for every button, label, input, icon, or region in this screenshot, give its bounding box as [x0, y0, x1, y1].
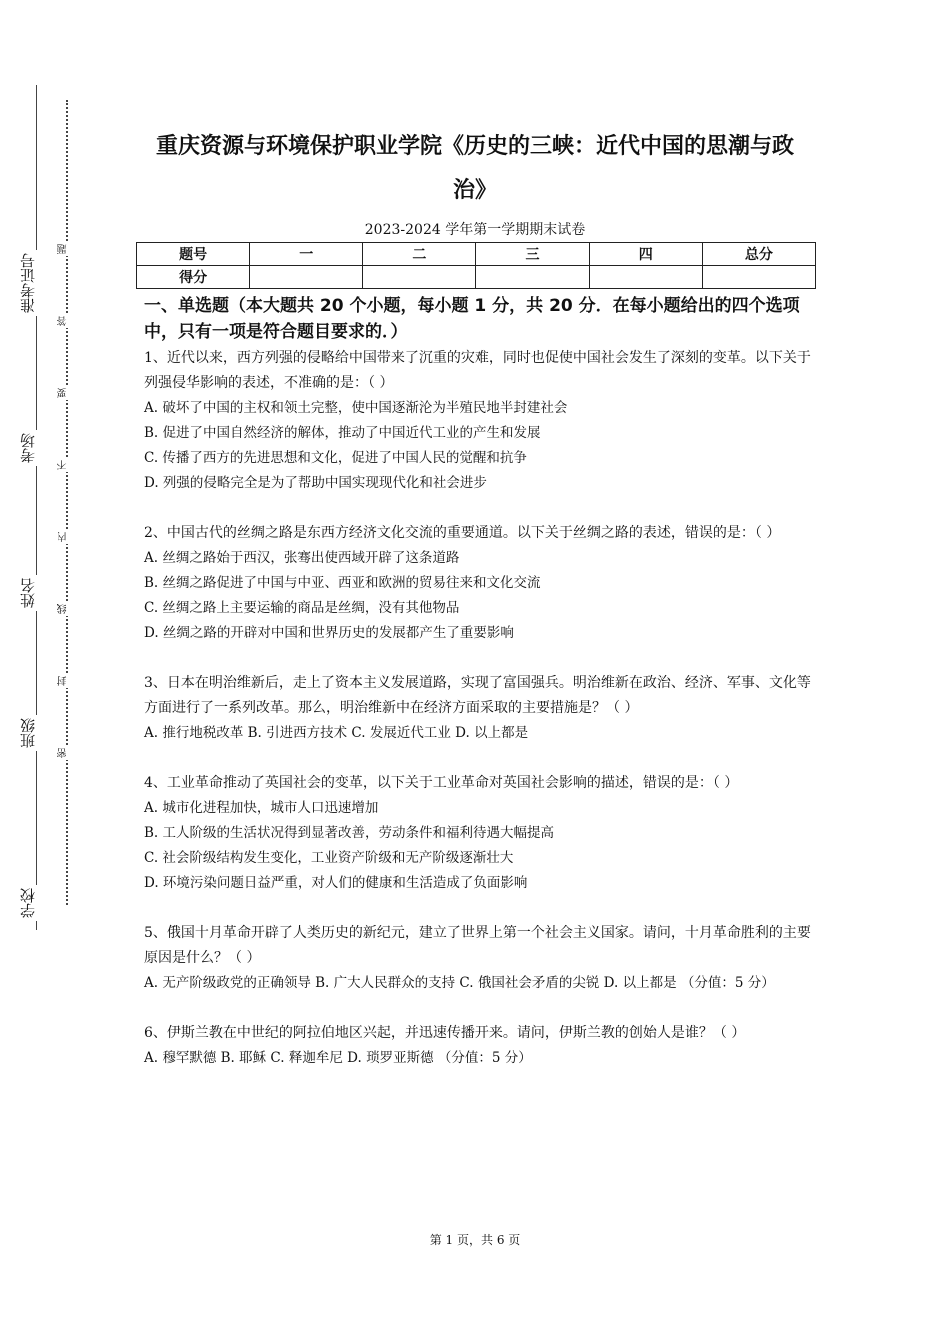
- option-line: A. 推行地税改革 B. 引进西方技术 C. 发展近代工业 D. 以上都是: [144, 725, 529, 741]
- score-header-row: [137, 243, 816, 266]
- seal-char: 答: [58, 314, 74, 328]
- option-line: A. 穆罕默德 B. 耶稣 C. 释迦牟尼 D. 琐罗亚斯德 （分值：5 分）: [144, 1050, 532, 1066]
- score-entry-cell: [476, 266, 589, 289]
- score-cell: 三: [476, 243, 589, 266]
- option-c: C. 丝绸之路上主要运输的商品是丝绸，没有其他物品: [144, 600, 460, 616]
- question-stem: 1、近代以来，西方列强的侵略给中国带来了沉重的灾难，同时也促使中国社会发生了深刻的变革。以下关于列强侵华影响的表述，不准确的是：（ ）: [144, 350, 811, 391]
- question-stem: 6、伊斯兰教在中世纪的阿拉伯地区兴起，并迅速传播开来。请问，伊斯兰教的创始人是谁？（ ）: [144, 1025, 746, 1041]
- option-a: A. 破坏了中国的主权和领土完整，使中国逐渐沦为半殖民地半封建社会: [144, 400, 568, 416]
- option-d: D. 环境污染问题日益严重，对人们的健康和生活造成了负面影响: [144, 875, 528, 891]
- score-cell: 题号: [137, 243, 250, 266]
- question-1: [144, 346, 816, 496]
- label-exam-number: 准考证号: [20, 250, 42, 316]
- question-3: [144, 671, 816, 746]
- seal-char: 密: [58, 746, 74, 760]
- question-stem: 2、中国古代的丝绸之路是东西方经济文化交流的重要通道。以下关于丝绸之路的表述，错误的是：（ ）: [144, 525, 781, 541]
- page-subtitle: 2023-2024 学年第一学期期末试卷: [364, 222, 586, 238]
- binding-dotted-line: [66, 100, 68, 905]
- score-entry-cell: [363, 266, 476, 289]
- label-class: 班级: [20, 715, 42, 751]
- score-cell: 总分: [702, 243, 815, 266]
- option-d: D. 列强的侵略完全是为了帮助中国实现现代化和社会进步: [144, 475, 487, 491]
- question-section: [144, 293, 816, 1096]
- score-entry-cell: [589, 266, 702, 289]
- score-table: [136, 242, 816, 289]
- binding-solid-line: [36, 85, 37, 930]
- seal-char: 线: [58, 602, 74, 616]
- label-school: 学校: [20, 885, 42, 921]
- binding-margin: [0, 0, 110, 1344]
- option-b: B. 工人阶级的生活状况得到显著改善，劳动条件和福利待遇大幅提高: [144, 825, 555, 841]
- label-name: 姓名: [20, 575, 42, 611]
- option-a: A. 城市化进程加快，城市人口迅速增加: [144, 800, 379, 816]
- option-b: B. 促进了中国自然经济的解体，推动了中国近代工业的产生和发展: [144, 425, 541, 441]
- score-cell: 二: [363, 243, 476, 266]
- seal-char: 题: [58, 242, 74, 256]
- option-b: B. 丝绸之路促进了中国与中亚、西亚和欧洲的贸易往来和文化交流: [144, 575, 541, 591]
- question-2: [144, 521, 816, 646]
- label-exam-room: 考场: [20, 430, 42, 466]
- seal-char: 封: [58, 674, 74, 688]
- question-stem: 4、工业革命推动了英国社会的变革，以下关于工业革命对英国社会影响的描述，错误的是：（ ）: [144, 775, 739, 791]
- option-d: D. 丝绸之路的开辟对中国和世界历史的发展都产生了重要影响: [144, 625, 514, 641]
- question-6: [144, 1021, 816, 1071]
- score-cell: 四: [589, 243, 702, 266]
- question-stem: 5、俄国十月革命开辟了人类历史的新纪元，建立了世界上第一个社会主义国家。请问，十月革命胜利的主要原因是什么？（ ）: [144, 925, 811, 966]
- score-value-row: [137, 266, 816, 289]
- option-a: A. 丝绸之路始于西汉，张骞出使西域开辟了这条道路: [144, 550, 460, 566]
- score-entry-cell: [250, 266, 363, 289]
- page-footer: 第 1 页，共 6 页: [429, 1233, 521, 1247]
- page-title: 重庆资源与环境保护职业学院《历史的三峡：近代中国的思潮与政治》: [155, 134, 794, 203]
- question-4: [144, 771, 816, 896]
- question-5: [144, 921, 816, 996]
- option-line: A. 无产阶级政党的正确领导 B. 广大人民群众的支持 C. 俄国社会矛盾的尖锐 D. 以上都是 （分值：5 分）: [144, 975, 775, 991]
- score-cell: 得分: [137, 266, 250, 289]
- seal-char: 要: [58, 386, 74, 400]
- seal-char: 内: [58, 530, 74, 544]
- option-c: C. 社会阶级结构发生变化，工业资产阶级和无产阶级逐渐壮大: [144, 850, 514, 866]
- score-entry-cell: [702, 266, 815, 289]
- question-stem: 3、日本在明治维新后，走上了资本主义发展道路，实现了富国强兵。明治维新在政治、经济、军事、文化等方面进行了一系列改革。那么，明治维新中在经济方面采取的主要措施是？（ ）: [144, 675, 811, 716]
- score-cell: 一: [250, 243, 363, 266]
- section-heading: 一、单选题（本大题共 20 个小题，每小题 1 分，共 20 分．在每小题给出的四个选项中，只有一项是符合题目要求的．）: [144, 296, 800, 342]
- option-c: C. 传播了西方的先进思想和文化，促进了中国人民的觉醒和抗争: [144, 450, 527, 466]
- seal-char: 不: [58, 458, 74, 472]
